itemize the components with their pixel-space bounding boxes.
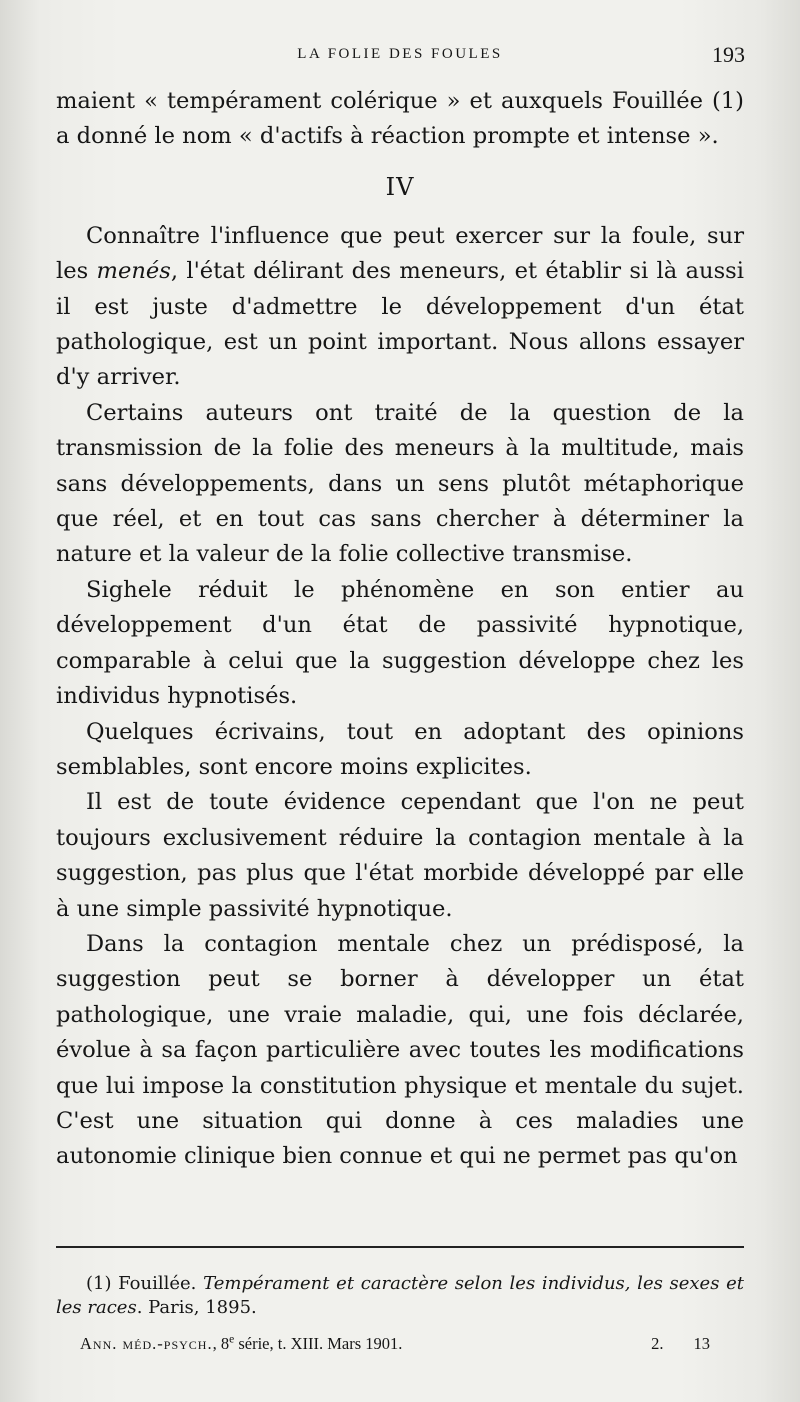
- footnote-title: Tempérament et caractère selon les individus, les sexes et les races: [56, 1273, 745, 1318]
- journal-signature: Ann. méd.-psych., 8e série, t. XIII. Mars 1901.: [80, 1333, 403, 1353]
- paragraph-1: [56, 219, 744, 396]
- footnote: [56, 1272, 744, 1320]
- paragraph-4: Quelques écrivains, tout en adoptant des opinions semblables, sont encore moins explicites.: [56, 718, 744, 780]
- journal-abbreviation: Ann. méd.-psych.: [80, 1334, 213, 1353]
- running-header: [55, 42, 745, 74]
- page-number: 193: [712, 42, 745, 67]
- series-suffix: e: [229, 1333, 235, 1346]
- series-number: 8: [220, 1334, 230, 1353]
- printer-signature-line: [80, 1334, 710, 1358]
- running-title: LA FOLIE DES FOULES: [297, 46, 503, 62]
- footnote-rule: [56, 1246, 744, 1248]
- paragraph-3: Sighele réduit le phénomène en son entier au développement d'un état de passivité hypnotique, comparable à celui que la suggestion développe chez les individus hypnotisés.: [56, 576, 744, 710]
- paragraph-5: Il est de toute évidence cependant que l'on ne peut toujours exclusivement réduire la contagion mentale à la suggestion, pas plus que l'état morbide développé par elle à une simple passivité hypnotique.: [56, 789, 744, 922]
- footnote-marker: (1) Fouillée.: [86, 1273, 197, 1294]
- footnote-publication: . Paris, 1895.: [136, 1297, 257, 1318]
- body-text: [56, 84, 744, 1175]
- paragraph-1-text-b: , l'état délirant des meneurs, et établir si là aussi il est juste d'admettre le développement d'un état pathologique, est un point important. Nous allons essayer d'y arriver.: [56, 258, 744, 391]
- paragraph-2: Certains auteurs ont traité de la question de la transmission de la folie des meneurs à la multitude, mais sans développements, dans un sens plutôt métaphorique que réel, et en tout cas sans chercher à déterminer la nature et la valeur de la folie collective transmise.: [56, 399, 744, 568]
- paragraph-6: Dans la contagion mentale chez un prédisposé, la suggestion peut se borner à développer un état pathologique, une vraie maladie, qui, une fois déclarée, évolue à sa façon particulière avec toutes les modifications que lui impose la constitution physique et mentale du sujet. C'est une situation qui donne à ces maladies une autonomie clinique bien connue et qui ne permet pas qu'on: [56, 930, 744, 1170]
- paragraph-1-italic: menés: [96, 258, 171, 285]
- paragraph-1-text-a: Connaître l'influence que peut exercer sur la foule, sur les: [56, 222, 744, 285]
- signature-number: 13: [693, 1334, 710, 1353]
- section-heading: IV: [385, 172, 415, 201]
- sheet-number: 2.: [651, 1334, 664, 1353]
- sheet-signature: [621, 1334, 710, 1354]
- volume-info: série, t. XIII. Mars 1901.: [234, 1334, 403, 1353]
- opening-paragraph: maient « tempérament colérique » et auxquels Fouillée (1) a donné le nom « d'actifs à réaction prompte et intense ».: [56, 88, 744, 150]
